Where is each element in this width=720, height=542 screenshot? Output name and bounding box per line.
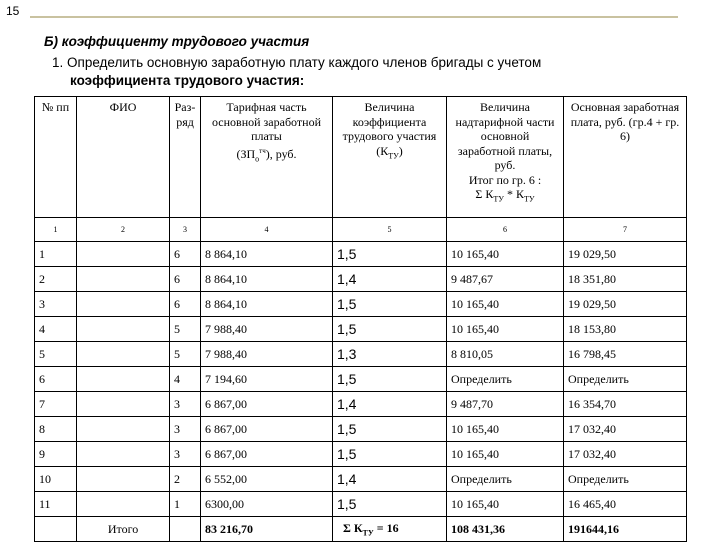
row-salary: 16 354,70: [564, 392, 687, 417]
row-rank: 6: [170, 242, 201, 267]
table-row: [35, 467, 687, 492]
row-number: 5: [35, 342, 77, 367]
row-number: 7: [35, 392, 77, 417]
row-salary: 16 465,40: [564, 492, 687, 517]
row-rank: 2: [170, 467, 201, 492]
row-fio: [77, 467, 170, 492]
row-fio: [77, 317, 170, 342]
total-ktu-a: Σ К: [343, 520, 363, 535]
row-tariff: 8 864,10: [201, 267, 333, 292]
row-rank: 6: [170, 292, 201, 317]
column-number: 6: [447, 218, 564, 242]
header-tariff-formula-a: (ЗП: [236, 146, 256, 161]
row-salary: Определить: [564, 467, 687, 492]
table-header-row: [35, 97, 687, 218]
column-number: 1: [35, 218, 77, 242]
header-bonus-text: Величина надтарифной части основной заработной платы, руб.: [455, 100, 555, 172]
total-row: [35, 517, 687, 542]
total-ktu-sub: ТУ: [362, 528, 374, 538]
row-salary: 18 153,80: [564, 317, 687, 342]
row-rank: 4: [170, 367, 201, 392]
row-rank: 3: [170, 417, 201, 442]
row-ktu: 1,5: [333, 292, 447, 317]
row-tariff: 7 988,40: [201, 317, 333, 342]
task-line-2: коэффициента трудового участия:: [70, 73, 305, 88]
header-bonus-formula-b: * К: [503, 187, 524, 201]
row-ktu: 1,5: [333, 317, 447, 342]
row-rank: 3: [170, 442, 201, 467]
column-number: 4: [201, 218, 333, 242]
row-rank: 5: [170, 317, 201, 342]
header-ktu-end: ): [398, 143, 403, 158]
row-tariff: 6300,00: [201, 492, 333, 517]
row-bonus: 10 165,40: [447, 492, 564, 517]
row-salary: 19 029,50: [564, 242, 687, 267]
row-ktu: 1,5: [333, 242, 447, 267]
row-ktu: 1,4: [333, 267, 447, 292]
header-tariff-sup: тч: [259, 146, 266, 155]
row-number: 4: [35, 317, 77, 342]
row-bonus: 10 165,40: [447, 417, 564, 442]
header-bonus-formula-a: Σ К: [475, 187, 494, 201]
table-body: [35, 242, 687, 517]
row-fio: [77, 267, 170, 292]
table-row: [35, 242, 687, 267]
row-rank: 5: [170, 342, 201, 367]
header-bonus-sub-2: ТУ: [524, 194, 535, 204]
row-fio: [77, 367, 170, 392]
row-tariff: 6 552,00: [201, 467, 333, 492]
header-ktu-text: Величина коэффициента трудового участия (К: [342, 100, 437, 158]
header-fio: ФИО: [77, 97, 170, 218]
row-tariff: 8 864,10: [201, 242, 333, 267]
row-salary: 16 798,45: [564, 342, 687, 367]
row-number: 8: [35, 417, 77, 442]
row-ktu: 1,4: [333, 467, 447, 492]
top-divider: [30, 16, 678, 18]
row-fio: [77, 342, 170, 367]
row-salary: 17 032,40: [564, 442, 687, 467]
header-rank: Раз-ряд: [170, 97, 201, 218]
row-bonus: 10 165,40: [447, 317, 564, 342]
table-row: [35, 342, 687, 367]
total-salary: 191644,16: [564, 517, 687, 542]
row-number: 3: [35, 292, 77, 317]
row-number: 10: [35, 467, 77, 492]
table-row: [35, 442, 687, 467]
row-salary: 18 351,80: [564, 267, 687, 292]
table-row: [35, 392, 687, 417]
row-salary: Определить: [564, 367, 687, 392]
column-number: 7: [564, 218, 687, 242]
column-number: 3: [170, 218, 201, 242]
row-number: 2: [35, 267, 77, 292]
header-ktu: [333, 97, 447, 218]
row-tariff: 6 867,00: [201, 442, 333, 467]
row-fio: [77, 392, 170, 417]
row-salary: 19 029,50: [564, 292, 687, 317]
row-tariff: 8 864,10: [201, 292, 333, 317]
row-ktu: 1,5: [333, 442, 447, 467]
row-rank: 1: [170, 492, 201, 517]
table-row: [35, 317, 687, 342]
table-row: [35, 267, 687, 292]
total-tariff: 83 216,70: [201, 517, 333, 542]
row-bonus: 10 165,40: [447, 292, 564, 317]
row-rank: 6: [170, 267, 201, 292]
row-tariff: 7 194,60: [201, 367, 333, 392]
row-tariff: 7 988,40: [201, 342, 333, 367]
row-ktu: 1,4: [333, 392, 447, 417]
table-row: [35, 367, 687, 392]
header-num: № пп: [35, 97, 77, 218]
total-num-cell: [35, 517, 77, 542]
row-tariff: 6 867,00: [201, 392, 333, 417]
column-number: 5: [333, 218, 447, 242]
header-salary: Основная заработная плата, руб. (гр.4 + гр. 6): [564, 97, 687, 218]
header-tariff-sub: о: [255, 153, 260, 163]
row-bonus: 9 487,67: [447, 267, 564, 292]
total-ktu-b: = 16: [373, 520, 399, 535]
header-tariff-text: Тарифная часть основной заработной платы: [212, 100, 321, 143]
table-row: [35, 417, 687, 442]
row-fio: [77, 442, 170, 467]
salary-table: [34, 96, 687, 542]
column-number: 2: [77, 218, 170, 242]
header-tariff-formula-b: ), руб.: [265, 146, 297, 161]
row-bonus: Определить: [447, 467, 564, 492]
row-rank: 3: [170, 392, 201, 417]
row-number: 6: [35, 367, 77, 392]
header-ktu-sub: ТУ: [388, 150, 399, 160]
row-ktu: 1,3: [333, 342, 447, 367]
task-line-1: 1. Определить основную заработную плату каждого членов бригады с учетом: [52, 55, 542, 70]
row-bonus: 10 165,40: [447, 242, 564, 267]
row-fio: [77, 492, 170, 517]
row-ktu: 1,5: [333, 417, 447, 442]
row-fio: [77, 292, 170, 317]
row-salary: 17 032,40: [564, 417, 687, 442]
total-ktu: [333, 517, 447, 542]
header-bonus: [447, 97, 564, 218]
row-number: 11: [35, 492, 77, 517]
row-bonus: Определить: [447, 367, 564, 392]
table-row: [35, 292, 687, 317]
row-tariff: 6 867,00: [201, 417, 333, 442]
row-ktu: 1,5: [333, 492, 447, 517]
section-heading: Б) коэффициенту трудового участия: [44, 34, 310, 49]
row-fio: [77, 417, 170, 442]
total-label: Итого: [77, 517, 170, 542]
table-row: [35, 492, 687, 517]
task-text: [52, 54, 692, 90]
row-ktu: 1,5: [333, 367, 447, 392]
row-fio: [77, 242, 170, 267]
total-rank-cell: [170, 517, 201, 542]
header-bonus-sub-1: ТУ: [493, 194, 504, 204]
row-bonus: 9 487,70: [447, 392, 564, 417]
header-tariff: [201, 97, 333, 218]
row-bonus: 10 165,40: [447, 442, 564, 467]
row-number: 9: [35, 442, 77, 467]
slide-number: 15: [6, 4, 20, 18]
total-bonus: 108 431,36: [447, 517, 564, 542]
header-bonus-itog: Итог по гр. 6 :: [468, 172, 542, 187]
column-number-row: [35, 218, 687, 242]
row-number: 1: [35, 242, 77, 267]
row-bonus: 8 810,05: [447, 342, 564, 367]
